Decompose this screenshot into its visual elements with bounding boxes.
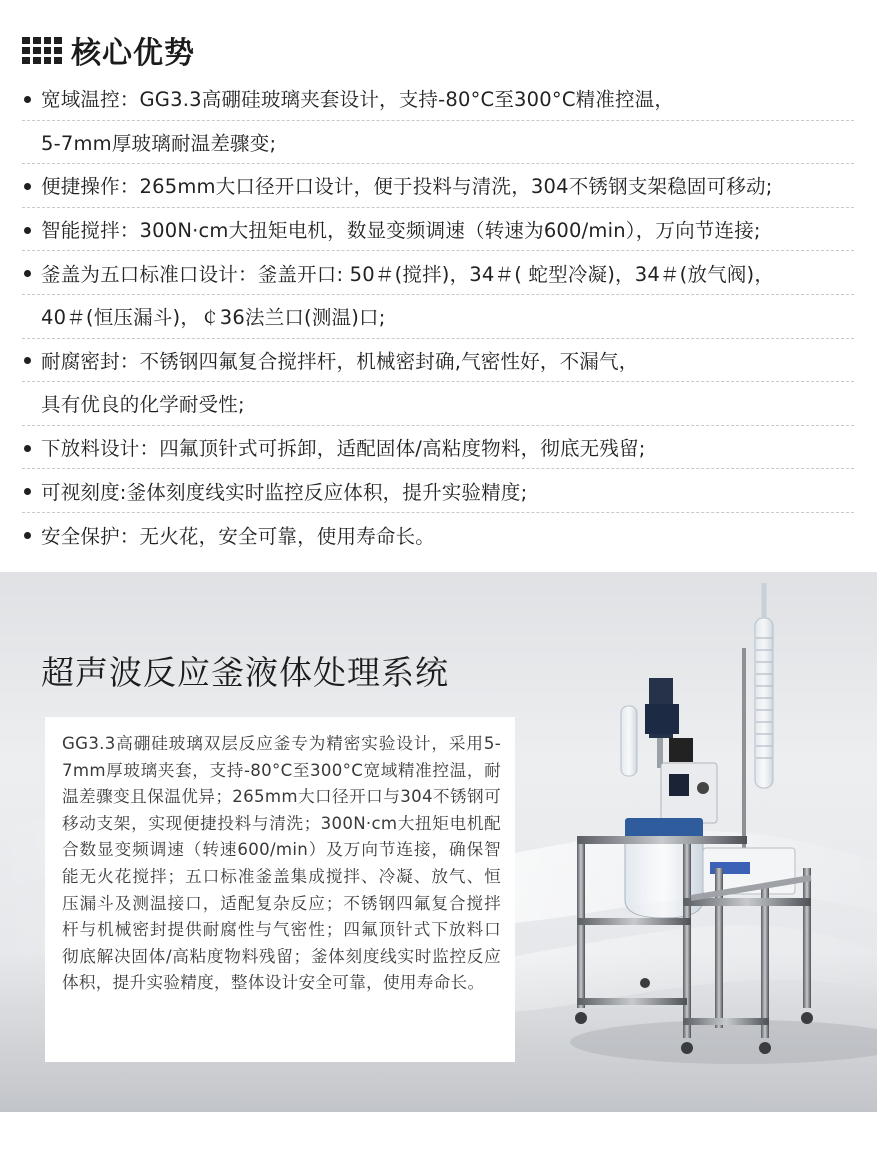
feature-row — [22, 251, 854, 295]
bullet-dot-icon — [24, 227, 31, 234]
system-title: 超声波反应釜液体处理系统 — [41, 653, 449, 692]
feature-row — [22, 77, 854, 121]
bullet-dot-icon — [24, 270, 31, 277]
bullet-dot-icon — [24, 445, 31, 452]
feature-text: 40＃(恒压漏斗)，￠36法兰口(测温)口; — [41, 306, 386, 330]
reactor-equipment-image — [565, 578, 877, 1058]
feature-text: 智能搅拌：300N·cm大扭矩电机，数显变频调速（转速为600/min），万向节连接; — [41, 219, 761, 243]
feature-text: 便捷操作：265mm大口径开口设计，便于投料与清洗，304不锈钢支架稳固可移动; — [41, 175, 773, 199]
advantages-section — [0, 0, 877, 572]
bullet-dot-icon — [24, 96, 31, 103]
feature-list — [22, 77, 854, 557]
feature-text: 安全保护：无火花，安全可靠，使用寿命长。 — [41, 524, 436, 548]
feature-row — [22, 339, 854, 383]
bottom-spacer — [0, 1112, 877, 1161]
bullet-dot-icon — [24, 357, 31, 364]
grid-menu-icon — [22, 37, 62, 64]
feature-text: 5-7mm厚玻璃耐温差骤变; — [41, 131, 277, 155]
feature-row — [22, 295, 854, 339]
feature-text: 具有优良的化学耐受性; — [41, 393, 245, 417]
feature-text: 下放料设计：四氟顶针式可拆卸，适配固体/高粘度物料，彻底无残留; — [41, 437, 646, 461]
feature-row — [22, 469, 854, 513]
feature-row — [22, 382, 854, 426]
feature-text: 宽域温控：GG3.3高硼硅玻璃夹套设计，支持-80°C至300°C精准控温， — [41, 88, 675, 112]
system-section — [0, 572, 877, 1112]
feature-text: 可视刻度:釜体刻度线实时监控反应体积，提升实验精度; — [41, 480, 528, 504]
bullet-dot-icon — [24, 183, 31, 190]
section-heading — [22, 28, 195, 72]
feature-row — [22, 513, 854, 557]
feature-row — [22, 426, 854, 470]
feature-text: 釜盖为五口标准口设计：釜盖开口: 50＃(搅拌)，34＃( 蛇型冷凝)，34＃(放气阀)， — [41, 262, 775, 286]
bullet-dot-icon — [24, 532, 31, 539]
description-panel — [45, 717, 515, 1062]
section-title: 核心优势 — [71, 36, 195, 71]
feature-row — [22, 121, 854, 165]
bullet-dot-icon — [24, 488, 31, 495]
feature-row — [22, 164, 854, 208]
feature-text: 耐腐密封：不锈钢四氟复合搅拌杆，机械密封确,气密性好，不漏气， — [41, 349, 639, 373]
feature-row — [22, 208, 854, 252]
system-description: GG3.3高硼硅玻璃双层反应釜专为精密实验设计，采用5-7mm厚玻璃夹套，支持-80°C至300°C宽域精准控温，耐温差骤变且保温优异；265mm大口径开口与304不锈钢可移动支架，实现便捷投料与清洗；300N·cm大扭矩电机配合数显变频调速（转速600/min）及万向节连接，确保智能无火花搅拌；五口标准釜盖集成搅拌、冷凝、放气、恒压漏斗及测温接口，适配复杂反应；不锈钢四氟复合搅拌杆与机械密封提供耐腐性与气密性；四氟顶针式下放料口彻底解决固体/高粘度物料残留；釜体刻度线实时监控反应体积，提升实验精度，整体设计安全可靠，使用寿命长。 — [62, 734, 501, 993]
